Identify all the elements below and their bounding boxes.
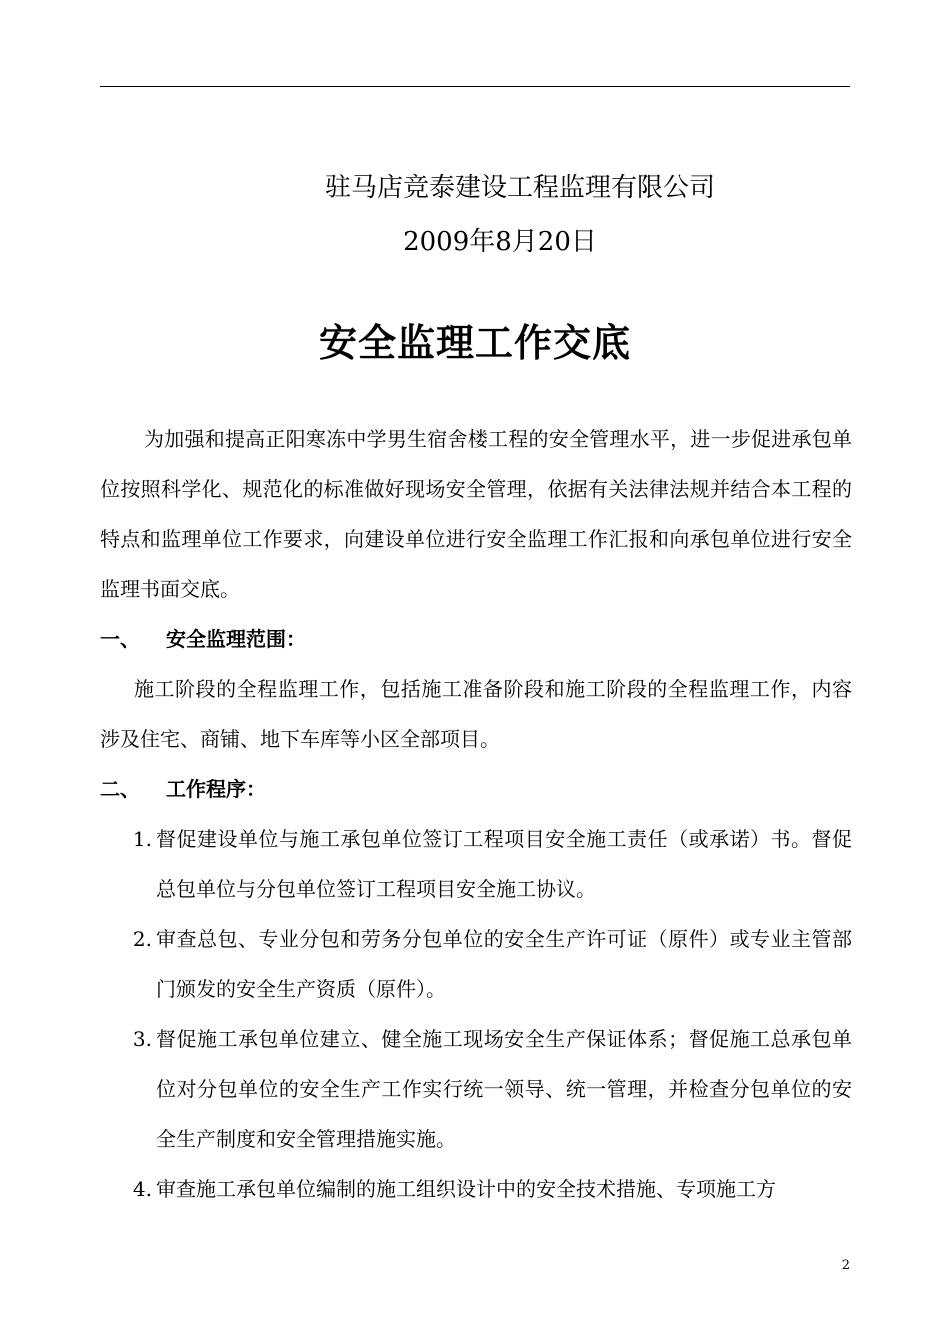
procedure-text: 审查总包、专业分包和劳务分包单位的安全生产许可证（原件）或专业主管部门颁发的安全生产资质（原件）。 (156, 927, 852, 1001)
document-date: 2009年8月20日 (403, 227, 597, 257)
intro-paragraph: 为加强和提高正阳寒冻中学男生宿舍楼工程的安全管理水平，进一步促进承包单位按照科学化、规范化的标准做好现场安全管理，依据有关法律法规并结合本工程的特点和监理单位工作要求，向建设单位进行安全监理工作汇报和向承包单位进行安全监理书面交底。 (100, 427, 852, 601)
page-number: 2 (841, 1258, 850, 1273)
procedure-item (100, 814, 852, 914)
company-name: 驻马店竞泰建设工程监理有限公司 (324, 173, 715, 203)
section-number: 二、 (100, 777, 140, 801)
procedure-item (100, 914, 852, 1014)
document-body (100, 414, 852, 1214)
procedure-text: 审查施工承包单位编制的施工组织设计中的安全技术措施、专项施工方 (156, 1177, 776, 1201)
procedure-text: 督促施工承包单位建立、健全施工现场安全生产保证体系；督促施工总承包单位对分包单位的安全生产工作实行统一领导、统一管理，并检查分包单位的安全生产制度和安全管理措施实施。 (156, 1027, 852, 1151)
header-rule (100, 86, 850, 87)
section-title: 安全监理范围： (166, 627, 306, 651)
procedure-number: 1. (132, 827, 152, 851)
procedure-number: 2. (132, 927, 152, 951)
document-title: 安全监理工作交底 (318, 320, 631, 365)
section-number: 一、 (100, 627, 140, 651)
procedure-number: 3. (132, 1027, 152, 1051)
section-title: 工作程序： (166, 777, 266, 801)
procedure-item (100, 1164, 852, 1214)
section-heading (100, 614, 852, 664)
procedure-text: 督促建设单位与施工承包单位签订工程项目安全施工责任（或承诺）书。督促总包单位与分包单位签订工程项目安全施工协议。 (156, 827, 852, 901)
procedure-item (100, 1014, 852, 1164)
scope-paragraph: 施工阶段的全程监理工作，包括施工准备阶段和施工阶段的全程监理工作，内容涉及住宅、商铺、地下车库等小区全部项目。 (100, 677, 852, 751)
procedure-number: 4. (132, 1177, 152, 1201)
section-heading (100, 764, 852, 814)
